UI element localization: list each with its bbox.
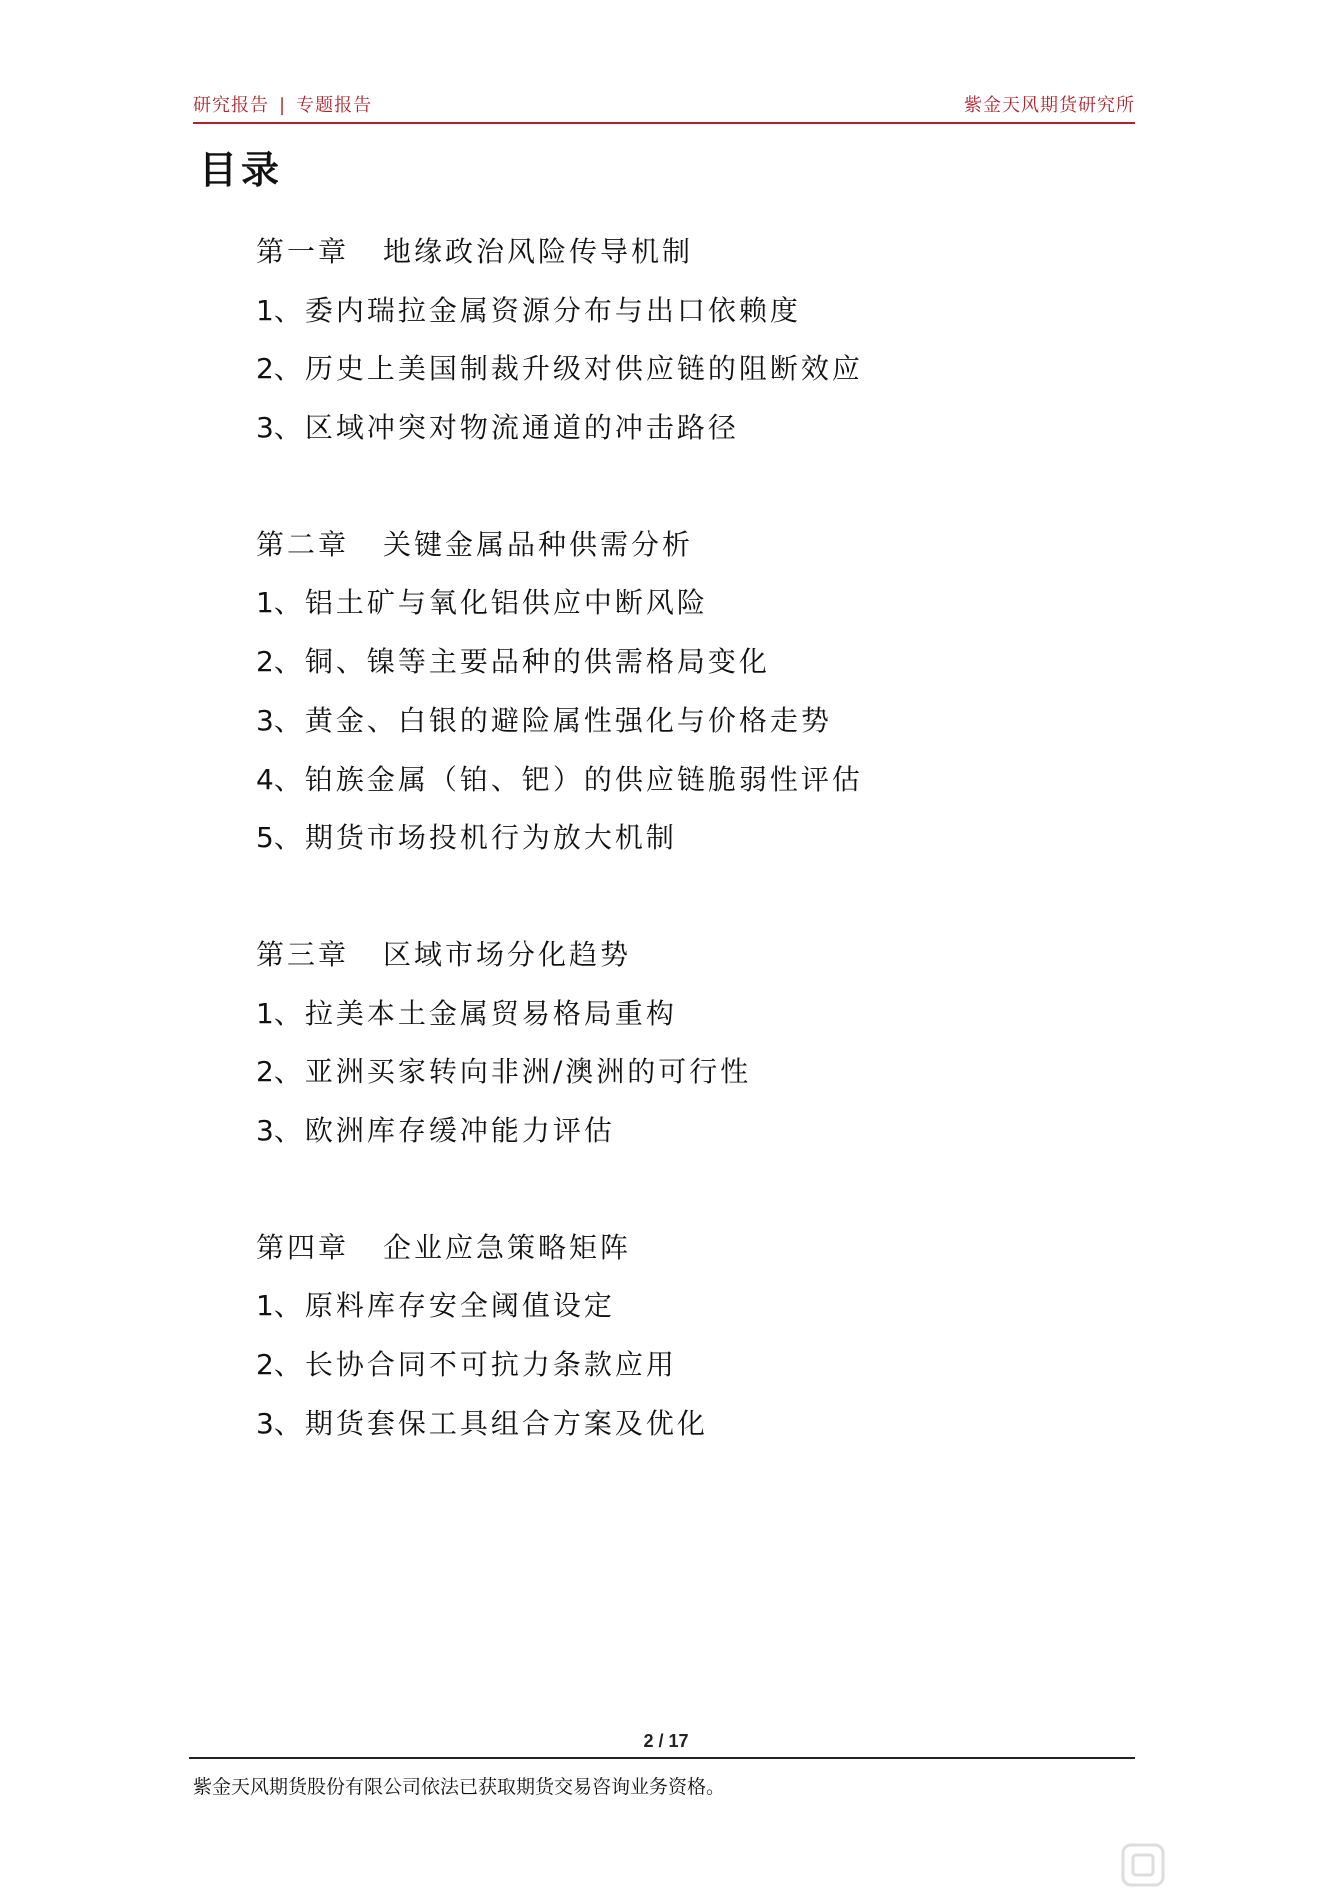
toc-chapter xyxy=(256,516,1116,868)
toc-entry[interactable] xyxy=(256,633,1116,692)
entry-enum-mark: 、 xyxy=(273,645,305,679)
toc-entry[interactable] xyxy=(256,340,1116,399)
entry-index: 5 xyxy=(256,821,274,855)
entry-text: 铜、镍等主要品种的供需格局变化 xyxy=(304,645,770,679)
chapter-heading[interactable] xyxy=(256,223,1116,282)
entry-enum-mark: 、 xyxy=(273,996,305,1030)
entry-text: 委内瑞拉金属资源分布与出口依赖度 xyxy=(304,293,801,327)
entry-enum-mark: 、 xyxy=(273,1406,305,1440)
entry-enum-mark: 、 xyxy=(273,352,305,386)
entry-index: 3 xyxy=(256,703,274,737)
chapter-number: 第二章 xyxy=(256,527,350,561)
toc-entry[interactable] xyxy=(256,809,1116,868)
toc-entry[interactable] xyxy=(256,1277,1116,1336)
entry-text: 期货套保工具组合方案及优化 xyxy=(304,1406,708,1440)
chapter-title: 关键金属品种供需分析 xyxy=(383,527,694,561)
entry-text: 长协合同不可抗力条款应用 xyxy=(304,1348,677,1381)
toc-entry[interactable] xyxy=(256,1395,1116,1454)
entry-index: 1 xyxy=(256,293,274,327)
footer-disclaimer: 紫金天风期货股份有限公司依法已获取期货交易咨询业务资格。 xyxy=(193,1776,726,1798)
entry-enum-mark: 、 xyxy=(273,703,305,737)
chapter-heading[interactable] xyxy=(256,1219,1116,1278)
entry-text: 历史上美国制裁升级对供应链的阻断效应 xyxy=(304,352,863,386)
entry-text: 拉美本土金属贸易格局重构 xyxy=(304,996,677,1030)
chapter-heading[interactable] xyxy=(256,516,1116,575)
entry-enum-mark: 、 xyxy=(273,411,305,445)
header-separator: | xyxy=(279,95,287,116)
chapter-number: 第四章 xyxy=(256,1230,350,1264)
chapter-number: 第三章 xyxy=(256,937,350,971)
entry-index: 3 xyxy=(256,1406,274,1440)
chapter-title: 地缘政治风险传导机制 xyxy=(383,235,694,268)
entry-text: 亚洲买家转向非洲/澳洲的可行性 xyxy=(304,1055,752,1089)
entry-index: 1 xyxy=(256,586,274,620)
header-report-subtype: 专题报告 xyxy=(296,95,373,116)
toc-entry[interactable] xyxy=(256,1043,1116,1102)
watermark-icon xyxy=(1120,1842,1168,1888)
entry-enum-mark: 、 xyxy=(273,1348,305,1381)
entry-text: 区域冲突对物流通道的冲击路径 xyxy=(304,411,739,445)
entry-index: 2 xyxy=(256,352,274,386)
header-institute: 紫金天风期货研究所 xyxy=(964,95,1135,116)
entry-text: 期货市场投机行为放大机制 xyxy=(304,821,677,855)
entry-index: 2 xyxy=(256,645,274,679)
header-rule xyxy=(193,122,1135,124)
entry-text: 铝土矿与氧化铝供应中断风险 xyxy=(304,586,708,620)
toc-entry[interactable] xyxy=(256,985,1116,1044)
chapter-heading[interactable] xyxy=(256,926,1116,985)
entry-text: 原料库存安全阈值设定 xyxy=(304,1289,615,1323)
entry-text: 欧洲库存缓冲能力评估 xyxy=(304,1113,615,1147)
entry-index: 2 xyxy=(256,1348,274,1381)
entry-enum-mark: 、 xyxy=(273,1113,305,1147)
entry-index: 1 xyxy=(256,1289,274,1323)
entry-index: 2 xyxy=(256,1055,274,1089)
entry-enum-mark: 、 xyxy=(273,1289,305,1323)
toc-entry[interactable] xyxy=(256,692,1116,751)
entry-text: 铂族金属（铂、钯）的供应链脆弱性评估 xyxy=(304,762,863,796)
entry-enum-mark: 、 xyxy=(273,293,305,327)
toc-entry[interactable] xyxy=(256,1336,1116,1395)
toc-chapter xyxy=(256,926,1116,1161)
toc-entry[interactable] xyxy=(256,574,1116,633)
header-report-type: 研究报告 xyxy=(193,95,269,116)
entry-index: 3 xyxy=(256,411,274,445)
toc-entry[interactable] xyxy=(256,751,1116,810)
page-number: 2 / 17 xyxy=(643,1731,689,1751)
chapter-number: 第一章 xyxy=(256,235,350,268)
chapter-title: 企业应急策略矩阵 xyxy=(383,1230,632,1264)
entry-index: 4 xyxy=(256,762,274,796)
table-of-contents xyxy=(256,223,1116,1511)
toc-chapter xyxy=(256,223,1116,458)
entry-text: 黄金、白银的避险属性强化与价格走势 xyxy=(304,703,832,737)
entry-enum-mark: 、 xyxy=(273,821,305,855)
toc-entry[interactable] xyxy=(256,282,1116,341)
entry-enum-mark: 、 xyxy=(273,762,305,796)
toc-title: 目录 xyxy=(199,147,284,192)
toc-entry[interactable] xyxy=(256,399,1116,458)
toc-entry[interactable] xyxy=(256,1102,1116,1161)
entry-enum-mark: 、 xyxy=(273,586,305,620)
toc-chapter xyxy=(256,1219,1116,1454)
entry-index: 1 xyxy=(256,996,274,1030)
chapter-title: 区域市场分化趋势 xyxy=(383,937,632,971)
watermark-logo xyxy=(1120,1842,1320,1892)
entry-enum-mark: 、 xyxy=(273,1055,305,1089)
footer-rule xyxy=(189,1757,1135,1759)
page-header xyxy=(193,92,1135,122)
entry-index: 3 xyxy=(256,1113,274,1147)
header-category xyxy=(193,92,372,120)
